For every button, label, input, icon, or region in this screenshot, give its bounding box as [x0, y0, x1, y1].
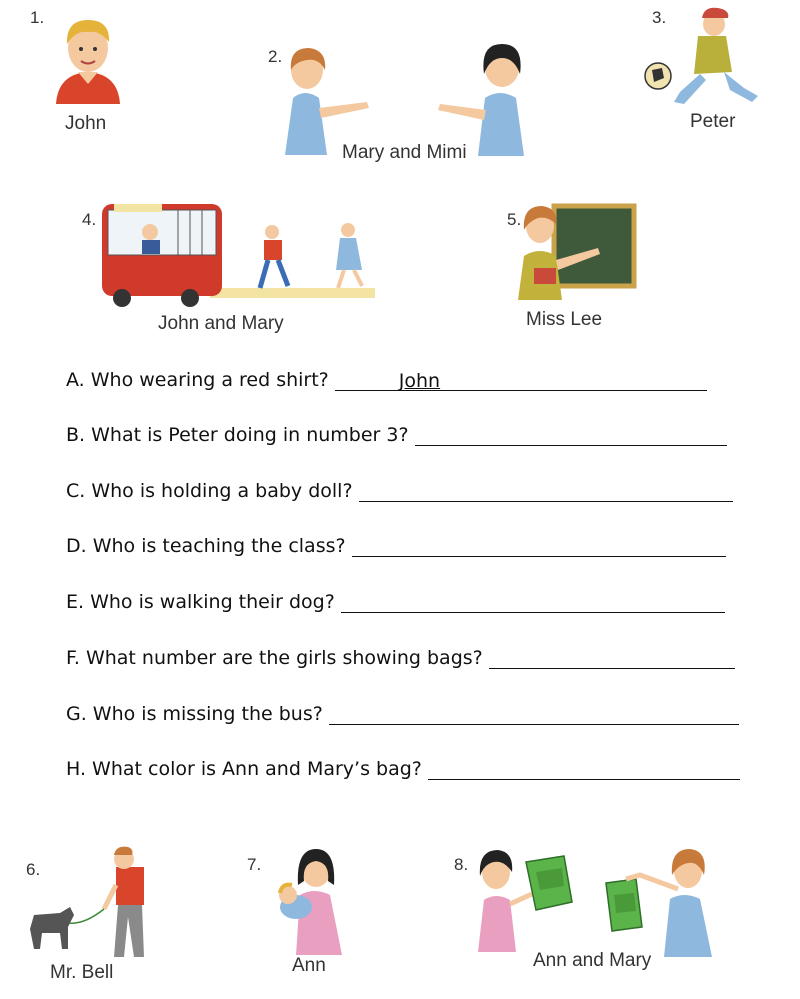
question-a-text: A. Who wearing a red shirt? [66, 369, 329, 391]
question-e-text: E. Who is walking their dog? [66, 591, 335, 613]
figure-number-3: 3. [652, 8, 667, 27]
ann-showing-green-bag-illustration [470, 842, 580, 960]
figure-number-1: 1. [30, 8, 45, 27]
caption-mr-bell: Mr. Bell [50, 962, 114, 983]
figure-number-7: 7. [247, 855, 262, 874]
peter-kicking-ball-illustration [640, 6, 765, 111]
question-a [66, 368, 707, 391]
caption-miss-lee: Miss Lee [526, 309, 603, 330]
answer-a: John [398, 370, 441, 392]
caption-john: John [65, 113, 107, 134]
caption-mary-and-mimi: Mary and Mimi [342, 142, 467, 163]
question-f [66, 646, 735, 669]
john-portrait-illustration [48, 12, 128, 107]
figure-number-8: 8. [454, 855, 469, 874]
question-d [66, 534, 726, 557]
mary-illustration [275, 40, 375, 155]
question-c [66, 479, 733, 502]
question-h-text: H. What color is Ann and Mary’s bag? [66, 758, 422, 780]
caption-ann: Ann [292, 955, 326, 976]
question-g-text: G. Who is missing the bus? [66, 703, 323, 725]
answer-line-c[interactable] [359, 479, 733, 502]
figure-number-4: 4. [82, 210, 97, 229]
ann-holding-baby-doll-illustration [268, 845, 363, 955]
question-c-text: C. Who is holding a baby doll? [66, 480, 353, 502]
answer-line-h[interactable] [428, 757, 740, 780]
mimi-illustration [430, 38, 540, 156]
answer-line-b[interactable] [415, 423, 727, 446]
question-g [66, 702, 739, 725]
figure-number-2: 2. [268, 47, 283, 66]
caption-ann-and-mary: Ann and Mary [533, 950, 652, 971]
answer-line-a[interactable] [335, 368, 707, 391]
mary-showing-green-bag-illustration [600, 845, 720, 957]
answer-line-e[interactable] [341, 590, 725, 613]
answer-line-g[interactable] [329, 702, 739, 725]
bus-and-running-children-illustration [100, 200, 380, 308]
miss-lee-teaching-illustration [512, 200, 637, 305]
answer-line-f[interactable] [489, 646, 735, 669]
figure-number-6: 6. [26, 860, 41, 879]
question-f-text: F. What number are the girls showing bags? [66, 647, 483, 669]
question-d-text: D. Who is teaching the class? [66, 535, 346, 557]
caption-john-and-mary: John and Mary [158, 313, 284, 334]
question-e [66, 590, 725, 613]
question-b [66, 423, 727, 446]
answer-line-d[interactable] [352, 534, 726, 557]
figure-number-5: 5. [507, 210, 522, 229]
mr-bell-walking-dog-illustration [24, 845, 154, 960]
question-h [66, 757, 740, 780]
question-b-text: B. What is Peter doing in number 3? [66, 424, 409, 446]
caption-peter: Peter [690, 111, 736, 132]
